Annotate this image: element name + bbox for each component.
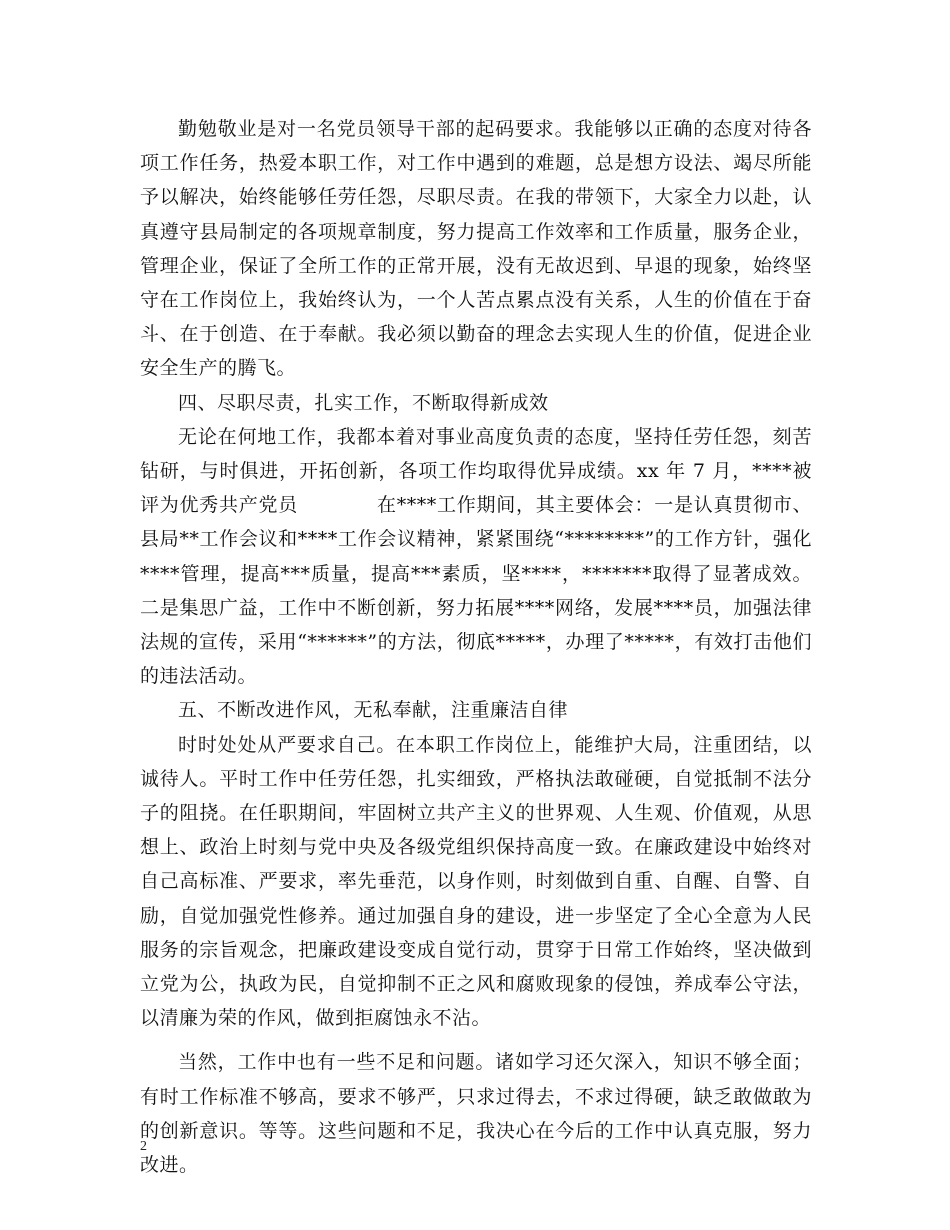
- section-heading-five: 五、不断改进作风，无私奉献，注重廉洁自律: [178, 699, 569, 722]
- paragraph-shortcomings: 当然，工作中也有一些不足和问题。诸如学习还欠深入，知识不够全面；有时工作标准不够高，要求不够严，只求过得去，不求过得硬，缺乏敢做敢为的创新意识。等等。这些问题和不足，我决心在今后的工作中认真克服，努力改进。: [140, 1051, 812, 1177]
- section-heading-four: 四、尽职尽责，扎实工作，不断取得新成效: [178, 391, 549, 414]
- page-number: 2: [140, 1139, 147, 1154]
- paragraph-integrity: 时时处处从严要求自己。在本职工作岗位上，能维护大局，注重团结，以诚待人。平时工作中任劳任怨，扎实细致，严格执法敢碰硬，自觉抵制不法分子的阻挠。在任职期间，牢固树立共产主义的世界观、人生观、价值观，从思想上、政治上时刻与党中央及各级党组织保持高度一致。在廉政建设中始终对自己高标准、严要求，率先垂范，以身作则，时刻做到自重、自醒、自警、自励，自觉加强党性修养。通过加强自身的建设，进一步坚定了全心全意为人民服务的宗旨观念，把廉政建设变成自觉行动，贯穿于日常工作始终，坚决做到立党为公，执政为民，自觉抑制不正之风和腐败现象的侵蚀，养成奉公守法，以清廉为荣的作风，做到拒腐蚀永不沾。: [140, 733, 812, 1030]
- document-body: [140, 112, 812, 1182]
- paragraph-diligence: 勤勉敬业是对一名党员领导干部的起码要求。我能够以正确的态度对待各项工作任务，热爱本职工作，对工作中遇到的难题，总是想方设法、竭尽所能予以解决，始终能够任劳任怨，尽职尽责。在我的带领下，大家全力以赴，认真遵守县局制定的各项规章制度，努力提高工作效率和工作质量，服务企业，管理企业，保证了全所工作的正常开展，没有无故迟到、早退的现象，始终坚守在工作岗位上，我始终认为，一个人苦点累点没有关系，人生的价值在于奋斗、在于创造、在于奉献。我必须以勤奋的理念去实现人生的价值，促进企业安全生产的腾飞。: [140, 118, 812, 380]
- paragraph-achievements: 无论在何地工作，我都本着对事业高度负责的态度，坚持任劳任怨，刻苦钻研，与时俱进，开拓创新，各项工作均取得优异成绩。xx 年 7 月，****被评为优秀共产党员 在****工作期间，其主要体会：一是认真贯彻市、县局**工作会议和****工作会议精神，紧紧围绕“********”的工作方针，强化****管理，提高***质量，提高***素质，坚****，*******取得了显著成效。二是集思广益，工作中不断创新，努力拓展****网络，发展****员，加强法律法规的宣传，采用“******”的方法，彻底*****，办理了*****，有效打击他们的违法活动。: [140, 425, 812, 688]
